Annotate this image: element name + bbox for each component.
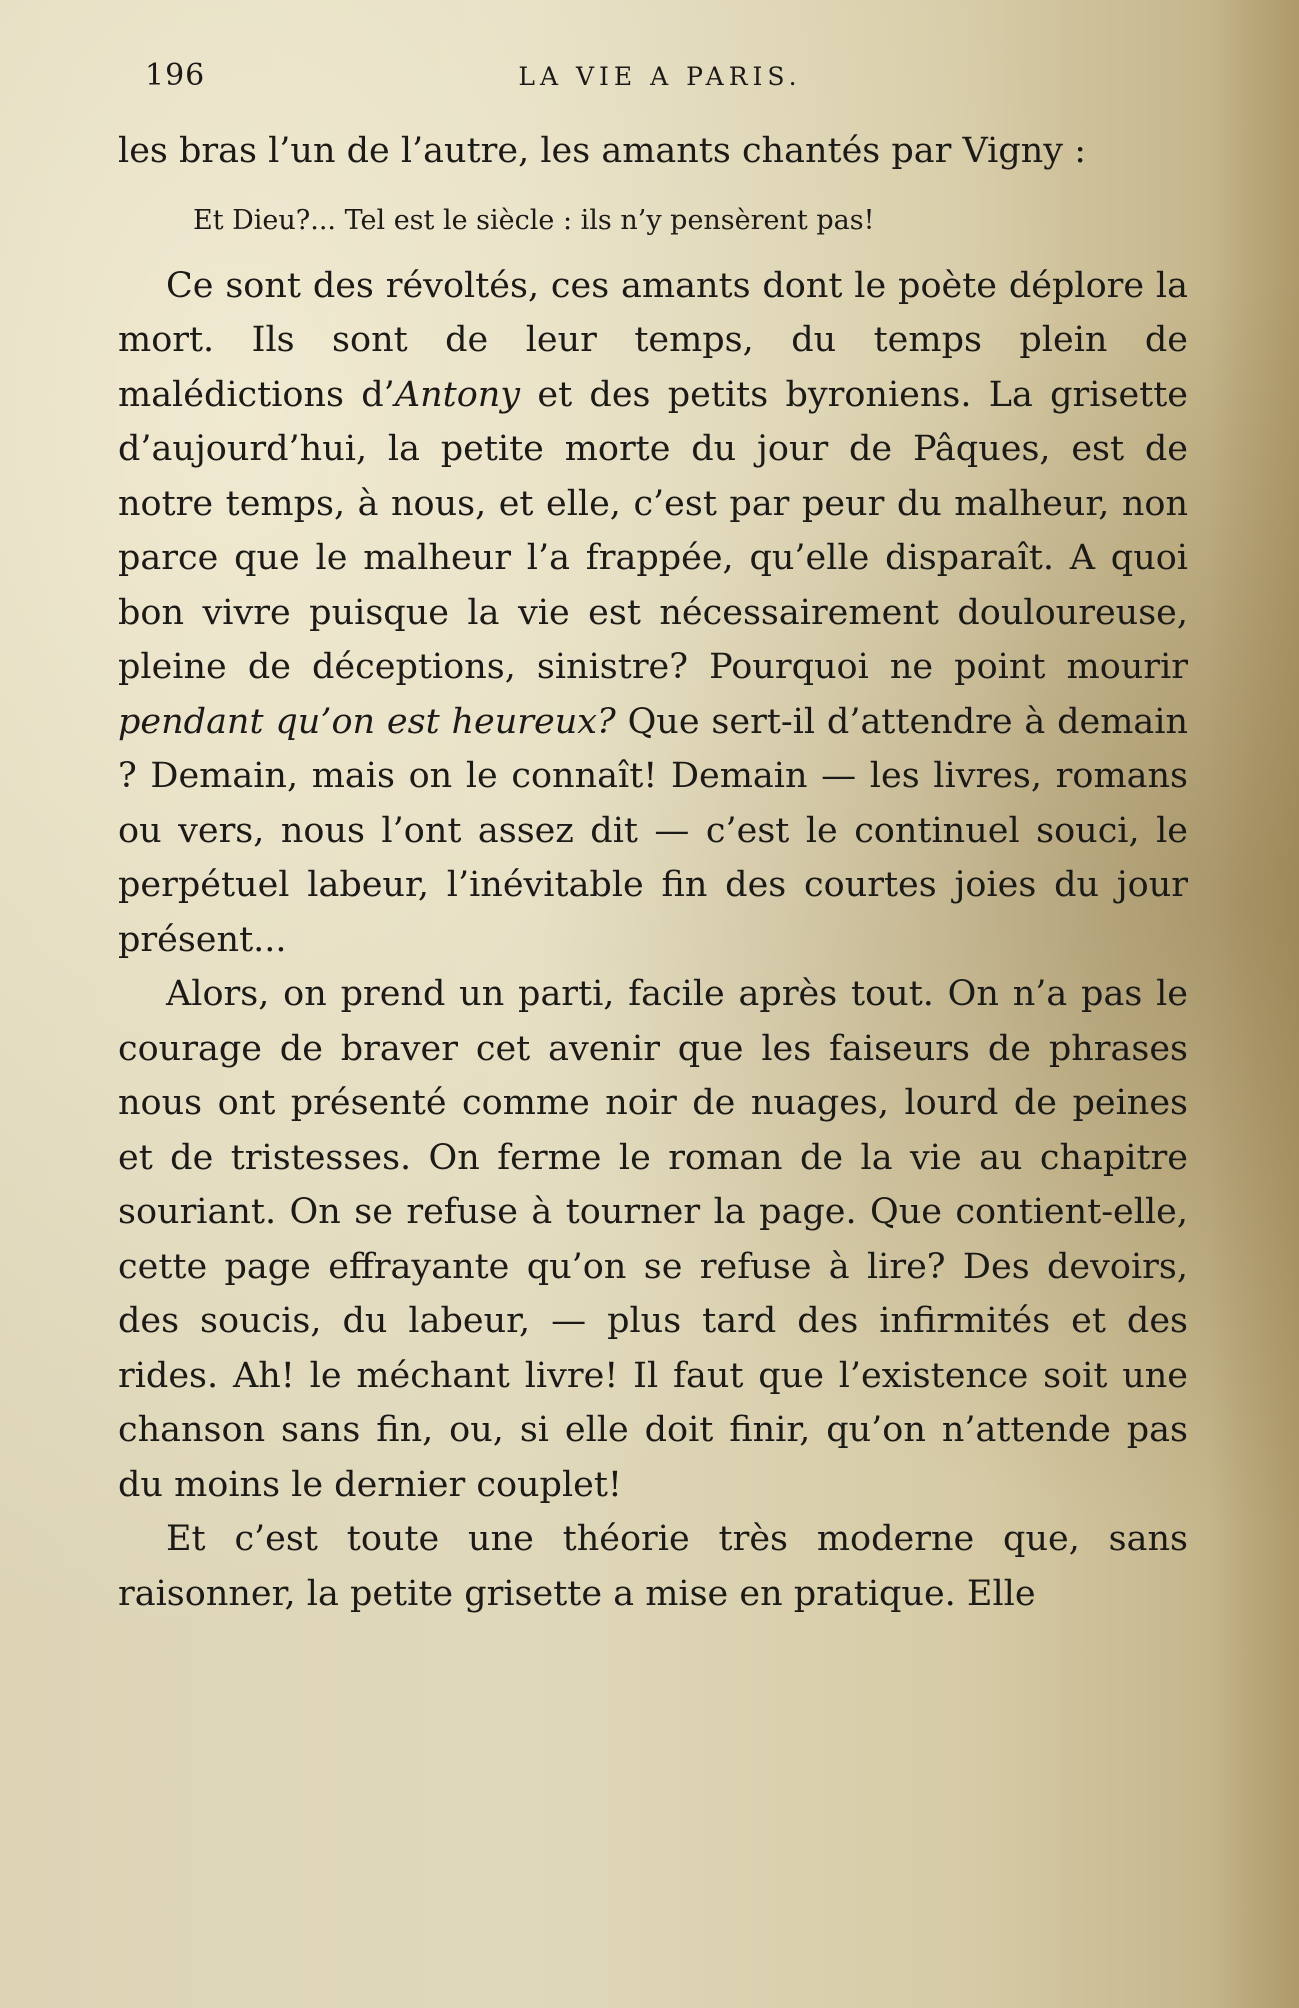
paragraph-theorie: Et c’est toute une théorie très moderne que, sans raisonner, la petite grisette a mise en pratique. Elle <box>118 1519 1188 1614</box>
paragraph-revoltes <box>118 259 1188 968</box>
italic-phrase: pendant qu’on est heureux? <box>118 701 616 742</box>
paragraph-text: Ce sont des révoltés, ces amants dont le poète déplore la mort. Ils sont de leur temps, du temps plein de malédictions d’ <box>118 265 1188 415</box>
paragraph-continuation: les bras l’un de l’autre, les amants chantés par Vigny : <box>118 131 1086 171</box>
italic-title-antony: Antony <box>394 374 521 415</box>
page-number: 196 <box>145 58 206 93</box>
page-header <box>125 58 1195 98</box>
paragraph-text: Que sert-il d’attendre à demain ? Demain, mais on le connaît! Demain — les livres, romans ou vers, nous l’ont assez dit — c’est le continuel souci, le perpétuel labeur, l’inévitable fin des courtes joies du jour présent... <box>118 701 1188 960</box>
paragraph-alors: Alors, on prend un parti, facile après tout. On n’a pas le courage de braver cet avenir que les faiseurs de phrases nous ont présenté comme noir de nuages, lourd de peines et de tristesses. On ferme le roman de la vie au chapitre souriant. On se refuse à tourner la page. Que contient-elle, cette page effrayante qu’on se refuse à lire? Des devoirs, des soucis, du labeur, — plus tard des infirmités et des rides. Ah! le méchant livre! Il faut que l’existence soit une chanson sans fin, ou, si elle doit finir, qu’on n’attende pas du moins le dernier couplet! <box>118 974 1188 1505</box>
quoted-verse: Et Dieu?... Tel est le siècle : ils n’y pensèrent pas! <box>193 204 875 236</box>
paragraph-text: et des petits byroniens. La grisette d’aujourd’hui, la petite morte du jour de Pâques, est de notre temps, à nous, et elle, c’est par peur du malheur, non parce que le malheur l’a frappée, qu’elle disparaît. A quoi bon vivre puisque la vie est nécessairement douloureuse, pleine de déceptions, sinistre? Pourquoi ne point mourir <box>118 374 1189 687</box>
body-text <box>118 124 1188 1621</box>
running-head: LA VIE A PARIS. <box>518 62 802 91</box>
